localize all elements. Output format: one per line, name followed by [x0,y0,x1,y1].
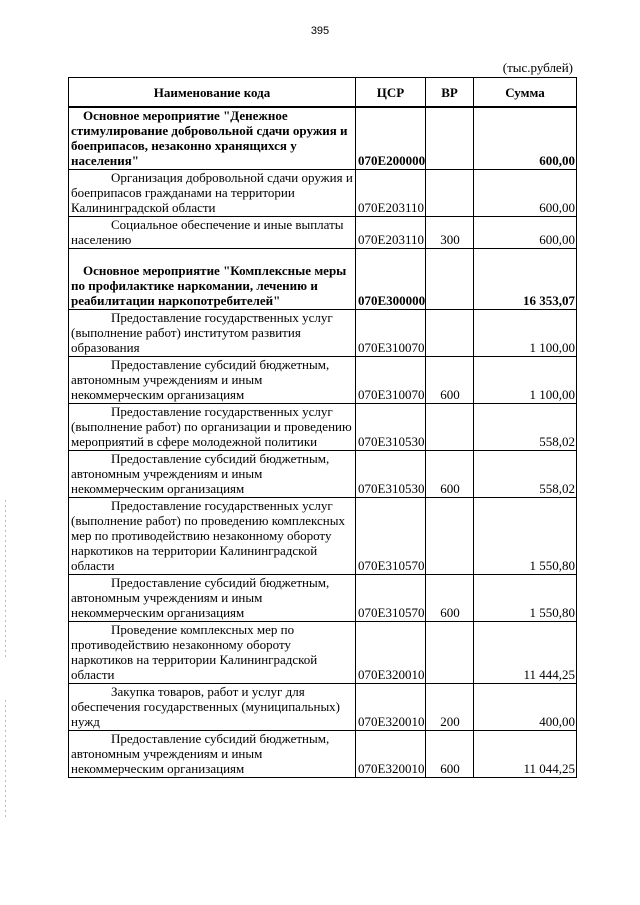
table-row [69,731,577,778]
row-vr: 300 [426,217,474,249]
row-vr: 600 [426,575,474,622]
row-vr: 600 [426,731,474,778]
row-csr: 070Е200000 [356,107,426,170]
page-number: 395 [310,25,330,37]
units-label: (тыс.рублей) [502,60,573,75]
table-row [69,404,577,451]
margin-mark [5,500,6,660]
table-row [69,217,577,249]
budget-table [68,77,577,778]
row-sum: 558,02 [474,451,577,498]
row-name: Предоставление государственных услуг (выполнение работ) институтом развития образования [69,310,356,357]
header-csr: ЦСР [356,78,426,108]
table-row [69,310,577,357]
table-body [69,107,577,778]
row-name: Основное мероприятие "Комплексные меры по профилактике наркомании, лечению и реабилитации наркопотребителей" [69,249,356,310]
row-sum: 1 550,80 [474,498,577,575]
row-csr: 070Е203110 [356,170,426,217]
row-csr: 070Е310530 [356,451,426,498]
table-row [69,498,577,575]
row-name: Социальное обеспечение и иные выплаты населению [69,217,356,249]
table-row [69,622,577,684]
row-csr: 070Е310070 [356,357,426,404]
row-name: Предоставление государственных услуг (выполнение работ) по проведению комплексных мер по противодействию незаконному обороту наркотиков на территории Калининградской области [69,498,356,575]
table-row [69,451,577,498]
table-row [69,249,577,310]
header-name: Наименование кода [69,78,356,108]
row-csr: 070Е310070 [356,310,426,357]
row-csr: 070Е300000 [356,249,426,310]
table-row [69,575,577,622]
row-vr [426,107,474,170]
row-vr [426,170,474,217]
row-sum: 400,00 [474,684,577,731]
row-sum: 600,00 [474,170,577,217]
row-vr: 600 [426,357,474,404]
margin-mark [5,700,6,820]
row-csr: 070Е320010 [356,684,426,731]
row-vr: 600 [426,451,474,498]
table-row [69,107,577,170]
row-sum: 1 100,00 [474,357,577,404]
row-name: Закупка товаров, работ и услуг для обеспечения государственных (муниципальных) нужд [69,684,356,731]
row-vr: 200 [426,684,474,731]
row-vr [426,498,474,575]
table-row [69,684,577,731]
header-sum: Сумма [474,78,577,108]
table-row [69,357,577,404]
row-name: Организация добровольной сдачи оружия и боеприпасов гражданами на территории Калининградской области [69,170,356,217]
row-sum: 1 100,00 [474,310,577,357]
row-csr: 070Е320010 [356,731,426,778]
table-row [69,170,577,217]
row-sum: 16 353,07 [474,249,577,310]
row-vr [426,622,474,684]
row-csr: 070Е310570 [356,498,426,575]
row-name: Предоставление субсидий бюджетным, автономным учреждениям и иным некоммерческим организациям [69,357,356,404]
row-sum: 11 444,25 [474,622,577,684]
row-sum: 11 044,25 [474,731,577,778]
row-csr: 070Е310570 [356,575,426,622]
row-name: Предоставление субсидий бюджетным, автономным учреждениям и иным некоммерческим организациям [69,451,356,498]
row-name: Предоставление субсидий бюджетным, автономным учреждениям и иным некоммерческим организациям [69,731,356,778]
row-vr [426,404,474,451]
row-vr [426,249,474,310]
row-name: Основное мероприятие "Денежное стимулирование добровольной сдачи оружия и боеприпасов, незаконно хранящихся у населения" [69,107,356,170]
row-sum: 600,00 [474,217,577,249]
row-name: Проведение комплексных мер по противодействию незаконному обороту наркотиков на территории Калининградской области [69,622,356,684]
row-csr: 070Е203110 [356,217,426,249]
row-vr [426,310,474,357]
row-csr: 070Е310530 [356,404,426,451]
row-sum: 1 550,80 [474,575,577,622]
row-sum: 558,02 [474,404,577,451]
row-name: Предоставление государственных услуг (выполнение работ) по организации и проведению мероприятий в сфере молодежной политики [69,404,356,451]
row-name: Предоставление субсидий бюджетным, автономным учреждениям и иным некоммерческим организациям [69,575,356,622]
row-sum: 600,00 [474,107,577,170]
header-vr: ВР [426,78,474,108]
row-csr: 070Е320010 [356,622,426,684]
table-header-row [69,78,577,108]
